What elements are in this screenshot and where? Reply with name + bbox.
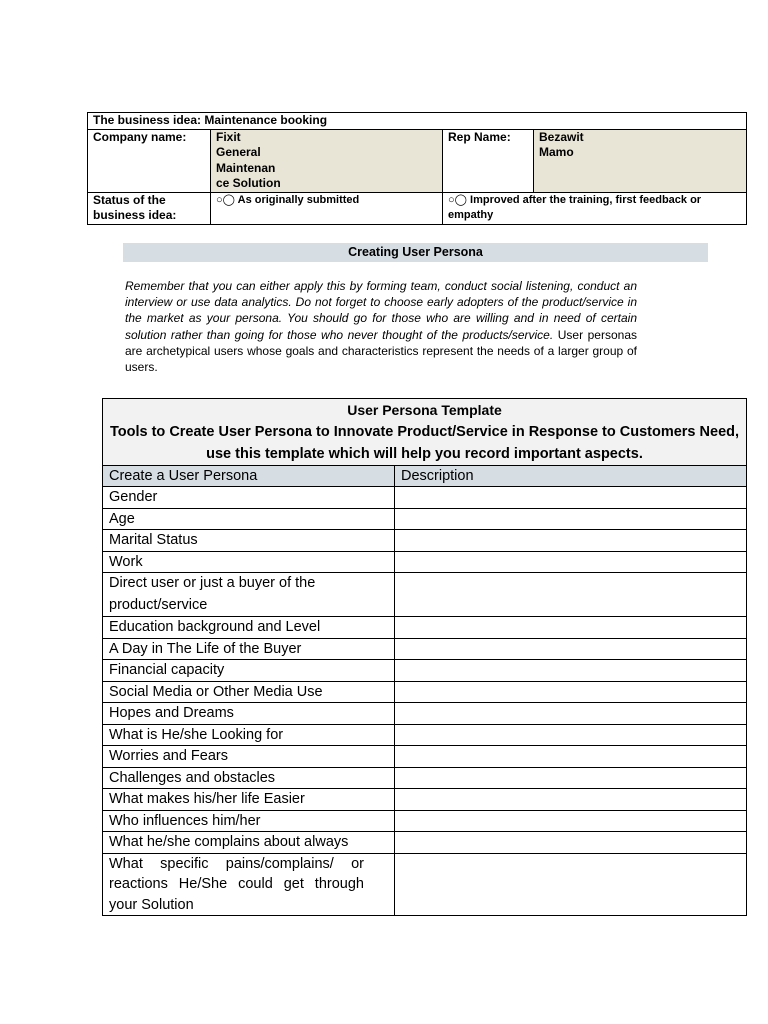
table-row <box>103 530 747 552</box>
description-cell[interactable] <box>395 681 747 703</box>
description-cell[interactable] <box>395 660 747 682</box>
intro-paragraph <box>125 278 637 375</box>
table-row <box>103 681 747 703</box>
row-label: Social Media or Other Media Use <box>103 681 395 703</box>
persona-template-table <box>102 398 747 916</box>
company-line: ce Solution <box>216 176 281 190</box>
template-header-row <box>103 399 747 466</box>
description-cell[interactable] <box>395 810 747 832</box>
rep-line: Mamo <box>539 145 574 159</box>
company-value <box>211 129 443 192</box>
table-row <box>103 573 747 617</box>
row-label: What specific pains/complains/ or reactions He/She could get through your Solution <box>103 853 395 916</box>
description-cell[interactable] <box>395 638 747 660</box>
table-row <box>103 767 747 789</box>
description-cell[interactable] <box>395 853 747 916</box>
section-title: Creating User Persona <box>123 243 708 262</box>
table-row <box>103 508 747 530</box>
business-idea-value: Maintenance booking <box>204 113 328 127</box>
description-cell[interactable] <box>395 832 747 854</box>
description-cell[interactable] <box>395 487 747 509</box>
row-label: Challenges and obstacles <box>103 767 395 789</box>
template-subtitle: Tools to Create User Persona to Innovate Product/Service in Response to Customers Need, use this template which will help you record important aspects. <box>109 424 740 462</box>
status-option-original[interactable] <box>211 192 443 224</box>
company-row <box>88 129 747 192</box>
table-row <box>103 853 747 916</box>
company-line: Maintenan <box>216 160 276 175</box>
template-header <box>103 399 747 466</box>
table-row <box>103 487 747 509</box>
description-cell[interactable] <box>395 530 747 552</box>
table-row <box>103 660 747 682</box>
description-cell[interactable] <box>395 617 747 639</box>
description-cell[interactable] <box>395 767 747 789</box>
table-row <box>103 617 747 639</box>
column-header-row <box>103 466 747 487</box>
table-row <box>103 551 747 573</box>
row-label: Education background and Level <box>103 617 395 639</box>
row-label: Financial capacity <box>103 660 395 682</box>
company-line: General <box>216 145 261 159</box>
row-label: Who influences him/her <box>103 810 395 832</box>
description-cell[interactable] <box>395 573 747 617</box>
description-cell[interactable] <box>395 789 747 811</box>
company-line: Fixit <box>216 129 241 144</box>
column-header-persona: Create a User Persona <box>103 466 395 487</box>
rep-value <box>534 129 747 192</box>
table-row <box>103 832 747 854</box>
row-label: Direct user or just a buyer of the product/service <box>103 573 395 617</box>
row-label: Marital Status <box>103 530 395 552</box>
table-row <box>103 703 747 725</box>
intro-plain-text: User personas are archetypical users whose goals and characteristics represent the needs of a larger group of users. <box>125 327 637 375</box>
status-option-improved[interactable] <box>443 192 747 224</box>
description-cell[interactable] <box>395 746 747 768</box>
radio-icon[interactable]: ○◯ <box>448 193 467 206</box>
status-option-improved-label: Improved after the training, first feedback or empathy <box>448 193 702 221</box>
table-row <box>103 746 747 768</box>
radio-icon[interactable]: ○◯ <box>216 193 235 206</box>
row-label: Age <box>103 508 395 530</box>
description-cell[interactable] <box>395 508 747 530</box>
business-idea-label: The business idea: <box>93 113 202 127</box>
table-row <box>103 789 747 811</box>
rep-label: Rep Name: <box>443 129 534 192</box>
company-label: Company name: <box>88 129 211 192</box>
row-label: Work <box>103 551 395 573</box>
status-option-original-label: As originally submitted <box>237 193 360 206</box>
row-label: What is He/she Looking for <box>103 724 395 746</box>
business-idea-cell <box>88 113 747 130</box>
description-cell[interactable] <box>395 551 747 573</box>
description-cell[interactable] <box>395 703 747 725</box>
table-row <box>103 724 747 746</box>
row-label: What makes his/her life Easier <box>103 789 395 811</box>
row-label: Hopes and Dreams <box>103 703 395 725</box>
row-label: A Day in The Life of the Buyer <box>103 638 395 660</box>
row-label: Worries and Fears <box>103 746 395 768</box>
business-info-table <box>87 112 747 225</box>
status-row <box>88 192 747 224</box>
row-label: What he/she complains about always <box>103 832 395 854</box>
table-row <box>103 810 747 832</box>
rep-line: Bezawit <box>539 129 584 144</box>
template-title: User Persona Template <box>347 402 502 418</box>
table-row <box>103 638 747 660</box>
business-idea-row <box>88 113 747 130</box>
column-header-description: Description <box>395 466 747 487</box>
intro-italic-text: Remember that you can either apply this by forming team, conduct social listening, conduct an interview or use data analytics. Do not forget to choose early adopters of the product/service in the market as your persona. You should go for those who are willing and in need of certain solution rather than going for those who never thought of the products/service. <box>125 279 637 342</box>
status-label: Status of the business idea: <box>88 192 211 224</box>
description-cell[interactable] <box>395 724 747 746</box>
row-label: Gender <box>103 487 395 509</box>
